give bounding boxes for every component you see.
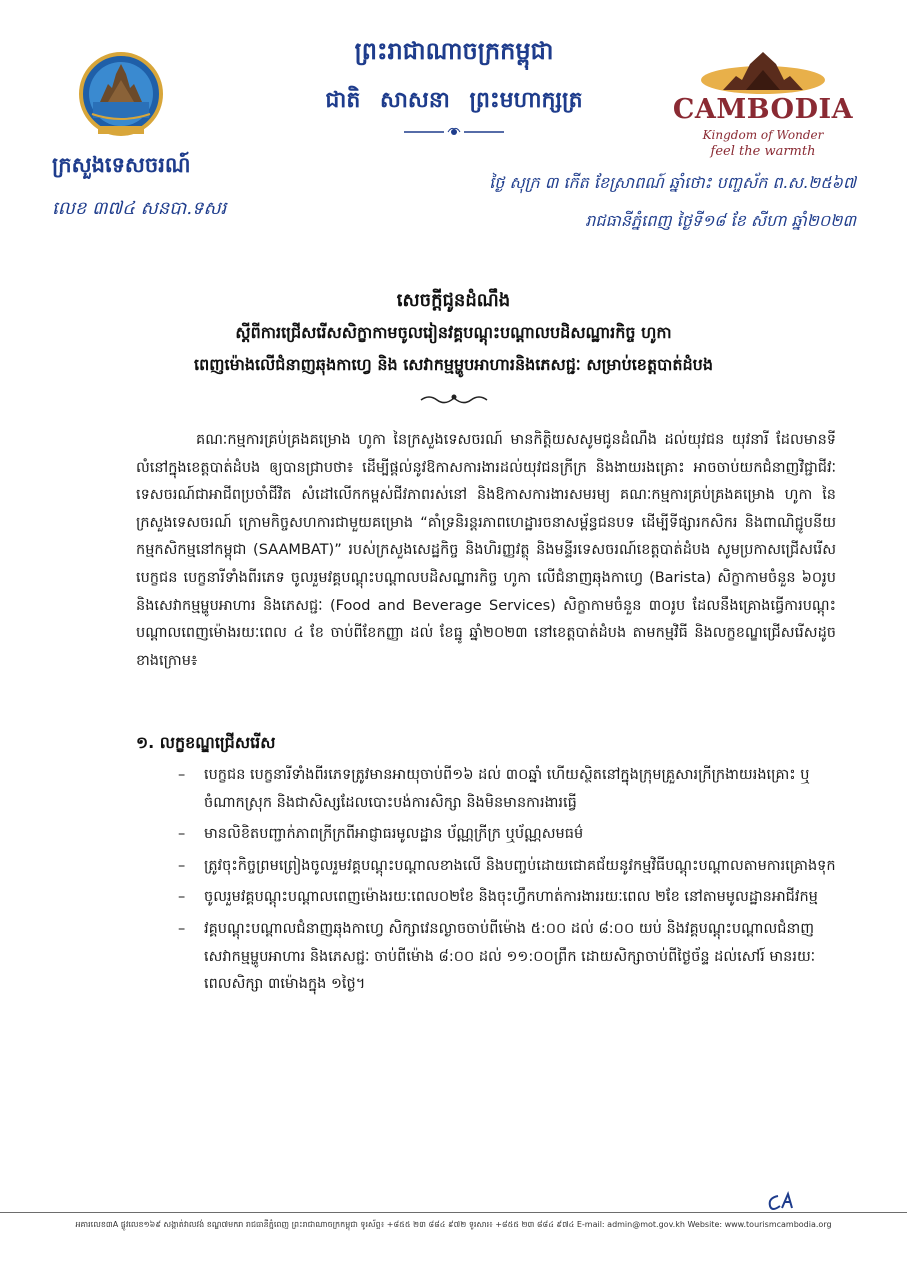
list-item	[178, 821, 840, 849]
list-item-text: បេក្ខជន បេក្ខនារីទាំងពីរភេទត្រូវមានអាយុចាប់ពី១៦ ដល់ ៣០ឆ្នាំ ហើយស្ថិតនៅក្នុងក្រុមគ្រួសារក្រីក្រងាយរងគ្រោះ ឬចំណាកស្រុក និងជាសិស្សដែលបោះបង់ការសិក្សា និងមិនមានការងារធ្វើ	[204, 767, 810, 811]
notice-body-paragraph	[136, 427, 836, 675]
dash-bullet-icon: –	[178, 767, 186, 783]
dash-bullet-icon: –	[178, 889, 186, 906]
national-motto: ជាតិ សាសនា ព្រះមហាក្សត្រ	[325, 87, 583, 113]
document-subject-line-2: ពេញម៉ោងលើជំនាញឆុងកាហ្វេ និង សេវាកម្មម្ហូបអាហារនិងភេសជ្ជៈ សម្រាប់ខេត្តបាត់ដំបង	[194, 355, 713, 374]
document-title: សេចក្តីជូនដំណឹង	[396, 290, 511, 311]
ornament-divider-icon	[404, 126, 504, 138]
document-subject-line-1: ស្តីពីការជ្រើសរើសសិក្ខាកាមចូលរៀនវគ្គបណ្តុះបណ្តាលបដិសណ្ឋារកិច្ច ហូកា	[235, 323, 672, 342]
kingdom-heading: ព្រះរាជាណាចក្រកម្ពុជា	[354, 36, 554, 65]
dash-bullet-icon: –	[178, 826, 186, 843]
brand-slogan: feel the warmth	[710, 144, 816, 159]
list-item-text: មានលិខិតបញ្ជាក់ភាពក្រីក្រពីអាជ្ញាធរមូលដ្ឋាន ប័ណ្ណក្រីក្រ ឬប័ណ្ណសមធម៌	[204, 826, 584, 843]
lunar-date: ថ្ងៃ សុក្រ ៣ កើត ខែស្រាពណ៍ ឆ្នាំថោះ បញ្ចស័ក ព.ស.២៥៦៧	[489, 173, 856, 192]
list-item	[178, 762, 840, 817]
list-item	[178, 884, 840, 912]
list-item-text: ត្រូវចុះកិច្ចព្រមព្រៀងចូលរួមវគ្គបណ្តុះបណ្តាលខាងលើ និងបញ្ចប់ដោយជោគជ័យនូវកម្មវិធីបណ្តុះបណ្តាលតាមការគ្រោងទុក	[204, 857, 836, 874]
angkor-silhouette-icon	[668, 50, 858, 94]
ornament-flourish-icon	[419, 392, 489, 406]
section-heading-selection-criteria: ១. លក្ខខណ្ឌជ្រើសរើស	[136, 733, 276, 752]
solar-date: រាជធានីភ្នំពេញ ថ្ងៃទី១៨ ខែ សីហា ឆ្នាំ២០២៣	[585, 211, 856, 230]
selection-criteria-list	[178, 762, 840, 1003]
brand-tagline: Kingdom of Wonder	[702, 128, 824, 142]
list-item	[178, 853, 840, 881]
cambodia-kingdom-of-wonder-logo	[668, 50, 858, 162]
list-item-text: ចូលរួមវគ្គបណ្តុះបណ្តាលពេញម៉ោងរយៈពេល០២ខែ និងចុះហ្វឹកហាត់ការងាររយៈពេល ២ខែ នៅតាមមូលដ្ឋានអាជីវកម្ម	[204, 889, 818, 906]
ministry-name: ក្រសួងទេសចរណ៍	[52, 152, 191, 177]
dash-bullet-icon: –	[178, 920, 186, 937]
notice-body-text: គណៈកម្មការគ្រប់គ្រងគម្រោង ហូកា នៃក្រសួងទេសចរណ៍ មានកិត្តិយសសូមជូនដំណឹង ដល់យុវជន យុវនារី ដែលមានទីលំនៅក្នុងខេត្តបាត់ដំបង ឲ្យបានជ្រាបថា៖ ដើម្បីផ្តល់នូវឱកាសការងារដល់យុវជនក្រីក្រ និងងាយរងគ្រោះ អាចចាប់យកជំនាញវិជ្ជាជីវៈទេសចរណ៍ជាអាជីពប្រចាំជីវិត សំដៅលើកកម្ពស់ជីវភាពរស់នៅ និងឱកាសការងារសមរម្យ គណៈកម្មការគ្រប់គ្រងគម្រោង ហូកា នៃក្រសួងទេសចរណ៍ ក្រោមកិច្ចសហការជាមួយគម្រោង “គាំទ្រនិរន្តរភាពហេដ្ឋារចនាសម្ព័ន្ធជនបទ ដើម្បីទីផ្សារកសិករ និងពាណិជ្ជូបនីយកម្មកសិកម្មនៅកម្ពុជា (SAAMBAT)” របស់ក្រសួងសេដ្ឋកិច្ច និងហិរញ្ញវត្ថុ និងមន្ទីរទេសចរណ៍ខេត្តបាត់ដំបង សូមប្រកាសជ្រើសរើសបេក្ខជន បេក្ខនារីទាំងពីរភេទ ចូលរួមវគ្គបណ្តុះបណ្តាលបដិសណ្ឋារកិច្ច ហូកា លើជំនាញឆុងកាហ្វេ (Barista) សិក្ខាកាមចំនួន ៦០រូប និងសេវាកម្មម្ហូបអាហារ និងភេសជ្ជៈ (Food and Beverage Services) សិក្ខាកាមចំនួន ៣០រូប ដែលនឹងគ្រោងធ្វើការបណ្តុះបណ្តាលពេញម៉ោងរយៈពេល ៤ ខែ ចាប់ពីខែកញ្ញា ដល់ ខែធ្នូ ឆ្នាំ២០២៣ នៅខេត្តបាត់ដំបង តាមកម្មវិធី និងលក្ខខណ្ឌជ្រើសរើសដូចខាងក្រោម៖	[136, 432, 836, 669]
ministry-of-tourism-seal-logo	[78, 44, 164, 144]
brand-name: CAMBODIA	[672, 94, 854, 125]
list-item-text: វគ្គបណ្តុះបណ្តាលជំនាញឆុងកាហ្វេ សិក្សាវេនល្ងាចចាប់ពីម៉ោង ៥:០០ ដល់ ៨:០០ យប់ និងវគ្គបណ្តុះបណ្តាលជំនាញសេវាកម្មម្ហូបអាហារ និងភេសជ្ជៈ ចាប់ពីម៉ោង ៨:០០ ដល់ ១១:០០ព្រឹក ដោយសិក្សាចាប់ពីថ្ងៃច័ន្ទ ដល់សៅរ៍ មានរយៈពេលសិក្សា ៣ម៉ោងក្នុង ១ថ្ងៃ។	[204, 920, 816, 993]
initials-signature-icon	[766, 1190, 802, 1214]
list-item	[178, 916, 840, 999]
dash-bullet-icon: –	[178, 857, 186, 874]
reference-number: លេខ ៣៧៤ សនបា.ទសរ	[52, 198, 227, 219]
page-footer: អគារលេខ៣A ផ្លូវលេខ១៦៩ សង្កាត់វាលវង់ ខណ្ឌ៧មករា រាជធានីភ្នំពេញ ព្រះរាជាណាចក្រកម្ពុជា ទូរស័ព្ទ៖ +៨៥៥ ២៣ ៨៨៤ ៩៧២ ទូរសារ៖ +៨៥៥ ២៣ ៨៨៤ ៩៧៤ E-mail: admin@mot.gov.kh Website: www.tourismcambodia.org	[0, 1212, 907, 1231]
